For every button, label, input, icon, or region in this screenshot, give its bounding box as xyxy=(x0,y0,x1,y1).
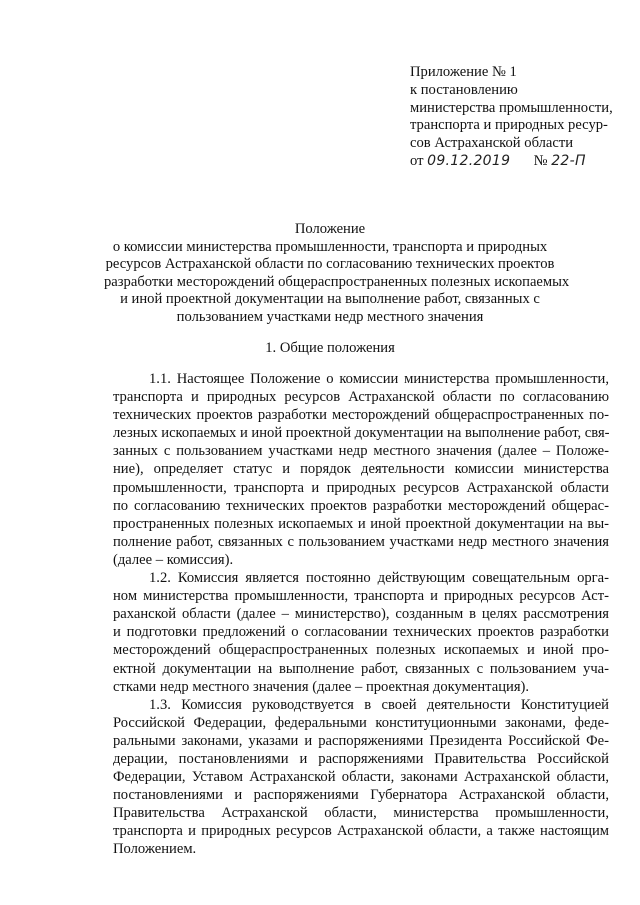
annex-line: министерства промышленности, xyxy=(410,99,613,116)
text-line: занных с пользованием участками недр местного значения (далее – Положе- xyxy=(113,443,609,460)
text-line: (далее – комиссия). xyxy=(113,551,234,568)
text-line: 1.3. Комиссия руководствуется в своей деятельности Конституцией xyxy=(149,696,609,713)
handwritten-date: 09.12.2019 xyxy=(427,152,511,169)
text-line: полнение работ, связанных с пользованием участками недр местного значения xyxy=(113,533,609,550)
text-line: Федерации, Уставом Астраханской области, законами Астраханской области, xyxy=(113,769,609,786)
text-line: транспорта и природных ресурсов Астраханской области, а также настоящим xyxy=(113,823,609,840)
title-heading: Положение xyxy=(294,221,366,237)
annex-line: к постановлению xyxy=(410,81,518,98)
text-line: Правительства Астраханской области, министерства промышленности, xyxy=(113,805,609,822)
text-line: 1.1. Настоящее Положение о комиссии министерства промышленности, xyxy=(149,371,609,387)
annex-line: Приложение № 1 xyxy=(410,64,517,80)
text-line: Российской Федерации, федеральными конституционными законами, феде- xyxy=(113,714,609,731)
annex-line: сов Астраханской области xyxy=(410,135,574,152)
handwritten-number: 22-П xyxy=(551,152,586,169)
paragraph-1-3 xyxy=(113,696,609,859)
title-line: разработки месторождений общераспространенных полезных ископаемых xyxy=(104,273,570,290)
number-prefix: № xyxy=(533,152,548,169)
text-line: дерации, постановлениями и распоряжениями Правительства Российской xyxy=(113,750,609,767)
text-line: по согласованию технических проектов разработки месторождений общерас- xyxy=(113,497,609,514)
title-line: и иной проектной документации на выполнение работ, связанных с xyxy=(120,291,540,308)
annex-block xyxy=(410,64,625,171)
paragraph-1-2 xyxy=(113,569,609,696)
title-line: пользованием участками недр местного значения xyxy=(176,308,484,325)
annex-line: транспорта и природных ресур- xyxy=(410,117,608,134)
text-line: лезных ископаемых и иной проектной документации на выполнение работ, свя- xyxy=(113,425,610,442)
text-line: и подготовки предложений о согласовании технических проектов разработки xyxy=(113,624,609,641)
text-line: стками недр местного значения (далее – проектная документация). xyxy=(113,678,530,695)
document-title xyxy=(104,221,570,327)
title-line: о комиссии министерства промышленности, транспорта и природных xyxy=(112,238,548,255)
text-line: ние), определяет статус и порядок деятельности комиссии министерства xyxy=(113,461,609,478)
text-line: 1.2. Комиссия является постоянно действующим совещательным орга- xyxy=(149,570,609,587)
text-line: пространенных полезных ископаемых и иной проектной документации на вы- xyxy=(113,515,609,532)
annex-date-line xyxy=(410,153,625,171)
paragraph-1-1 xyxy=(113,370,609,569)
date-prefix: от xyxy=(410,152,424,169)
text-line: промышленности, транспорта и природных ресурсов Астраханской области xyxy=(113,479,609,496)
text-line: постановлениями и распоряжениями Губернатора Астраханской области, xyxy=(113,787,609,804)
text-line: раханской области (далее – министерство), созданным в целях рассмотрения xyxy=(113,606,609,623)
document-body xyxy=(113,370,609,859)
text-line: ральными законами, указами и распоряжениями Президента Российской Фе- xyxy=(113,732,609,749)
text-line: ном министерства промышленности, транспорта и природных ресурсов Аст- xyxy=(113,588,609,605)
text-line: месторождений общераспространенных полезных ископаемых и иной про- xyxy=(113,642,609,659)
text-line: технических проектов разработки месторождений общераспространенных по- xyxy=(113,407,609,424)
text-line: ектной документации на выполнение работ, связанных с пользованием уча- xyxy=(113,660,609,677)
title-line: ресурсов Астраханской области по согласованию технических проектов xyxy=(105,256,555,273)
section-heading: 1. Общие положения xyxy=(265,340,395,356)
text-line: транспорта и природных ресурсов Астраханской области по согласованию xyxy=(113,389,609,406)
text-line: Положением. xyxy=(113,841,197,858)
